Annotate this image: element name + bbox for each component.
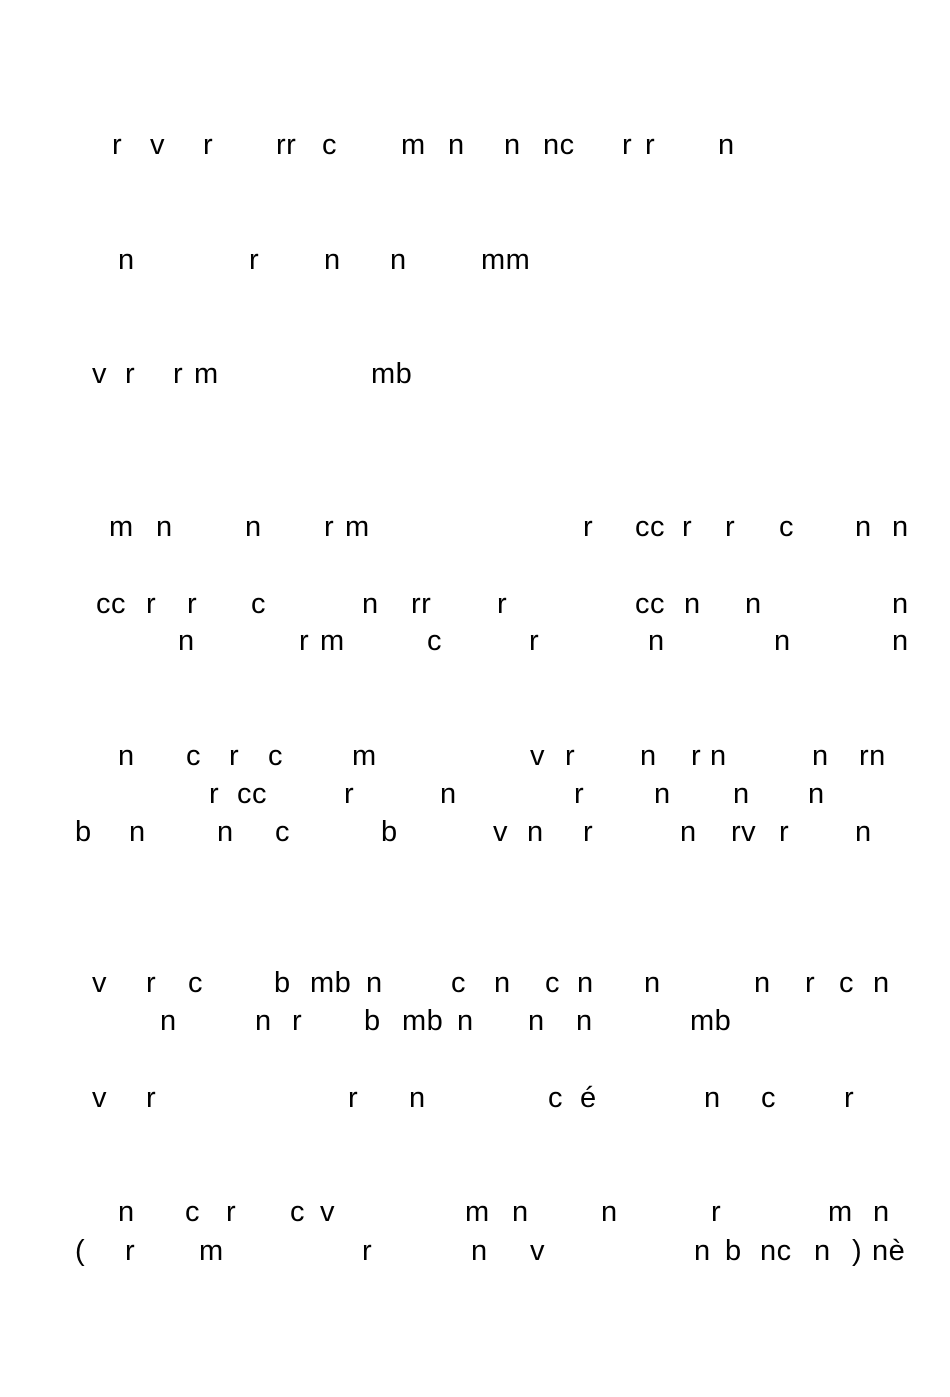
text-fragment: nc: [760, 1235, 792, 1267]
text-fragment: n: [457, 1005, 474, 1037]
text-fragment: ): [852, 1235, 863, 1267]
text-fragment: n: [577, 967, 594, 999]
text-fragment: r: [229, 740, 240, 772]
text-fragment: r: [779, 816, 790, 848]
text-fragment: r: [112, 129, 123, 161]
text-fragment: r: [173, 358, 184, 390]
text-fragment: r: [344, 778, 355, 810]
text-fragment: r: [711, 1196, 722, 1228]
text-fragment: n: [245, 511, 262, 543]
text-fragment: r: [725, 511, 736, 543]
text-fragment: r: [583, 816, 594, 848]
text-fragment: n: [873, 1196, 890, 1228]
text-fragment: r: [324, 511, 335, 543]
text-fragment: n: [178, 625, 195, 657]
text-fragment: n: [892, 625, 909, 657]
text-fragment: r: [691, 740, 702, 772]
text-fragment: v: [92, 358, 107, 390]
text-fragment: n: [217, 816, 234, 848]
text-fragment: c: [188, 967, 203, 999]
text-fragment: m: [828, 1196, 853, 1228]
text-fragment: n: [118, 1196, 135, 1228]
text-fragment: cc: [237, 778, 267, 810]
text-fragment: r: [203, 129, 214, 161]
text-fragment: r: [146, 967, 157, 999]
text-fragment: n: [694, 1235, 711, 1267]
text-fragment: n: [390, 244, 407, 276]
text-fragment: r: [146, 1082, 157, 1114]
text-fragment: n: [855, 816, 872, 848]
text-fragment: v: [150, 129, 165, 161]
text-fragment: n: [576, 1005, 593, 1037]
text-fragment: m: [352, 740, 377, 772]
text-fragment: (: [75, 1235, 86, 1267]
text-fragment: n: [754, 967, 771, 999]
text-fragment: r: [682, 511, 693, 543]
text-fragment: r: [497, 588, 508, 620]
text-fragment: mm: [481, 244, 531, 276]
text-fragment: n: [892, 588, 909, 620]
text-fragment: c: [545, 967, 560, 999]
text-fragment: c: [451, 967, 466, 999]
text-fragment: rr: [411, 588, 432, 620]
text-fragment: mb: [690, 1005, 732, 1037]
text-fragment: n: [745, 588, 762, 620]
text-fragment: n: [527, 816, 544, 848]
text-fragment: b: [75, 816, 92, 848]
text-fragment: c: [839, 967, 854, 999]
text-fragment: mb: [371, 358, 413, 390]
text-fragment: r: [529, 625, 540, 657]
text-fragment: n: [774, 625, 791, 657]
text-fragment: r: [209, 778, 220, 810]
text-fragment: cc: [635, 511, 665, 543]
text-fragment: n: [255, 1005, 272, 1037]
text-fragment: v: [493, 816, 508, 848]
text-fragment: n: [494, 967, 511, 999]
text-fragment: nc: [543, 129, 575, 161]
text-fragment: r: [125, 1235, 136, 1267]
text-fragment: n: [324, 244, 341, 276]
text-fragment: n: [644, 967, 661, 999]
text-fragment: v: [530, 740, 545, 772]
text-fragment: n: [892, 511, 909, 543]
text-fragment: n: [684, 588, 701, 620]
text-fragment: rn: [859, 740, 886, 772]
text-fragment: n: [710, 740, 727, 772]
text-fragment: n: [640, 740, 657, 772]
text-fragment: r: [574, 778, 585, 810]
text-fragment: n: [733, 778, 750, 810]
text-fragment: m: [320, 625, 345, 657]
text-fragment: é: [580, 1082, 597, 1114]
text-fragment: c: [322, 129, 337, 161]
text-fragment: rv: [731, 816, 757, 848]
text-fragment: r: [583, 511, 594, 543]
text-fragment: cc: [96, 588, 126, 620]
text-fragment: rr: [276, 129, 297, 161]
text-fragment: n: [160, 1005, 177, 1037]
text-fragment: n: [440, 778, 457, 810]
text-fragment: c: [186, 740, 201, 772]
text-fragment: m: [345, 511, 370, 543]
text-fragment: c: [779, 511, 794, 543]
text-fragment: c: [290, 1196, 305, 1228]
text-fragment: n: [366, 967, 383, 999]
text-fragment: n: [129, 816, 146, 848]
text-fragment: n: [118, 244, 135, 276]
text-fragment: r: [249, 244, 260, 276]
text-fragment: r: [565, 740, 576, 772]
text-fragment: n: [855, 511, 872, 543]
text-fragment: m: [401, 129, 426, 161]
text-fragment: c: [251, 588, 266, 620]
text-fragment: b: [725, 1235, 742, 1267]
text-fragment: n: [471, 1235, 488, 1267]
text-fragment: r: [125, 358, 136, 390]
text-fragment: m: [199, 1235, 224, 1267]
text-fragment: mb: [402, 1005, 444, 1037]
text-fragment: v: [320, 1196, 335, 1228]
text-fragment: c: [275, 816, 290, 848]
text-fragment: n: [601, 1196, 618, 1228]
text-fragment: n: [718, 129, 735, 161]
text-fragment: n: [814, 1235, 831, 1267]
text-fragment: c: [185, 1196, 200, 1228]
text-fragment: n: [156, 511, 173, 543]
text-fragment: r: [805, 967, 816, 999]
text-fragment: r: [187, 588, 198, 620]
text-fragment: m: [465, 1196, 490, 1228]
text-fragment: n: [448, 129, 465, 161]
text-fragment: c: [761, 1082, 776, 1114]
text-fragment: mb: [310, 967, 352, 999]
text-fragment: n: [118, 740, 135, 772]
text-fragment: r: [299, 625, 310, 657]
text-fragment: v: [530, 1235, 545, 1267]
text-fragment: b: [274, 967, 291, 999]
text-fragment: r: [844, 1082, 855, 1114]
text-fragment: r: [226, 1196, 237, 1228]
text-fragment: n: [528, 1005, 545, 1037]
text-fragment: n: [504, 129, 521, 161]
text-fragment: n: [648, 625, 665, 657]
text-fragment: b: [364, 1005, 381, 1037]
text-fragment: n: [512, 1196, 529, 1228]
text-fragment: c: [427, 625, 442, 657]
text-fragment: r: [622, 129, 633, 161]
text-fragment: n: [362, 588, 379, 620]
text-fragment: n: [654, 778, 671, 810]
text-fragment: n: [808, 778, 825, 810]
text-fragment: r: [292, 1005, 303, 1037]
text-fragment: n: [704, 1082, 721, 1114]
text-fragment: cc: [635, 588, 665, 620]
text-fragment: v: [92, 1082, 107, 1114]
text-fragment: r: [362, 1235, 373, 1267]
text-fragment: nè: [872, 1235, 906, 1267]
text-fragment: r: [146, 588, 157, 620]
text-fragment: r: [645, 129, 656, 161]
text-fragment: c: [268, 740, 283, 772]
text-fragment: n: [873, 967, 890, 999]
text-fragment: n: [812, 740, 829, 772]
text-fragment: m: [194, 358, 219, 390]
text-fragment: b: [381, 816, 398, 848]
text-fragment: m: [109, 511, 134, 543]
text-fragment: c: [548, 1082, 563, 1114]
text-fragment: r: [348, 1082, 359, 1114]
text-fragment: n: [680, 816, 697, 848]
text-fragment: n: [409, 1082, 426, 1114]
text-fragment: v: [92, 967, 107, 999]
